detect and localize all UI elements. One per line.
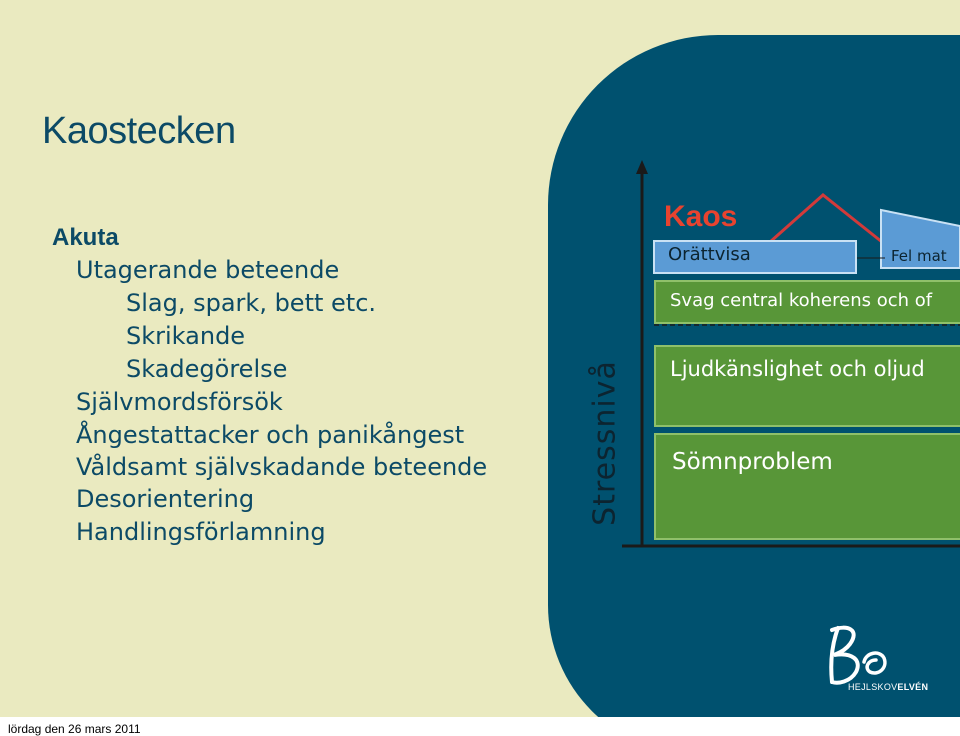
logo-brand-bold: ELVÉN	[897, 682, 929, 692]
list-item: Skrikande	[126, 322, 246, 350]
list-item: Utagerande beteende	[76, 256, 340, 284]
svg-text:HEJLSKOVELVÉN	[848, 682, 928, 692]
bar-label: Svag central koherens och of	[670, 290, 933, 311]
slide: Kaostecken Akuta Utagerande beteende Slag, spark, bett etc. Skrikande Skadegörelse Självmordsförsök Ångestattacker och panikångest Våldsamt självskadande beteende Desorientering Handlingsförlamning Stressnivå Kaos Orättvisa Fel mat Svag central koherens och of Ljudkänslighet och oljud Sömnproblem HEJLSKOVELVÉN	[0, 0, 960, 717]
bar-koherens	[654, 280, 960, 324]
bar-label: Ljudkänslighet och oljud	[670, 357, 925, 381]
list-item: Självmordsförsök	[76, 388, 283, 416]
hejlskov-elven-logo	[820, 622, 940, 697]
list-item: Våldsamt självskadande beteende	[76, 453, 488, 481]
kaos-label: Kaos	[664, 200, 738, 233]
stress-peak-line	[770, 195, 882, 242]
bar-somnproblem	[654, 433, 960, 540]
footer-date: lördag den 26 mars 2011	[8, 722, 141, 736]
list-heading: Akuta	[52, 224, 119, 251]
dashed-divider	[654, 323, 960, 327]
list-item: Skadegörelse	[126, 355, 288, 383]
fel-mat-label: Fel mat	[891, 247, 947, 265]
y-axis-arrowhead	[636, 160, 648, 174]
bar-ljudkanslighet	[654, 345, 960, 427]
list-item: Slag, spark, bett etc.	[126, 289, 377, 317]
list-item: Desorientering	[76, 485, 255, 513]
bar-label: Sömnproblem	[672, 449, 833, 475]
slide-title: Kaostecken	[42, 110, 236, 152]
list-item: Handlingsförlamning	[76, 518, 326, 546]
list-item: Ångestattacker och panikångest	[76, 421, 465, 449]
orattvisa-label: Orättvisa	[668, 244, 751, 265]
logo-brand-light: HEJLSKOV	[848, 682, 898, 692]
orattvisa-box	[653, 240, 857, 274]
